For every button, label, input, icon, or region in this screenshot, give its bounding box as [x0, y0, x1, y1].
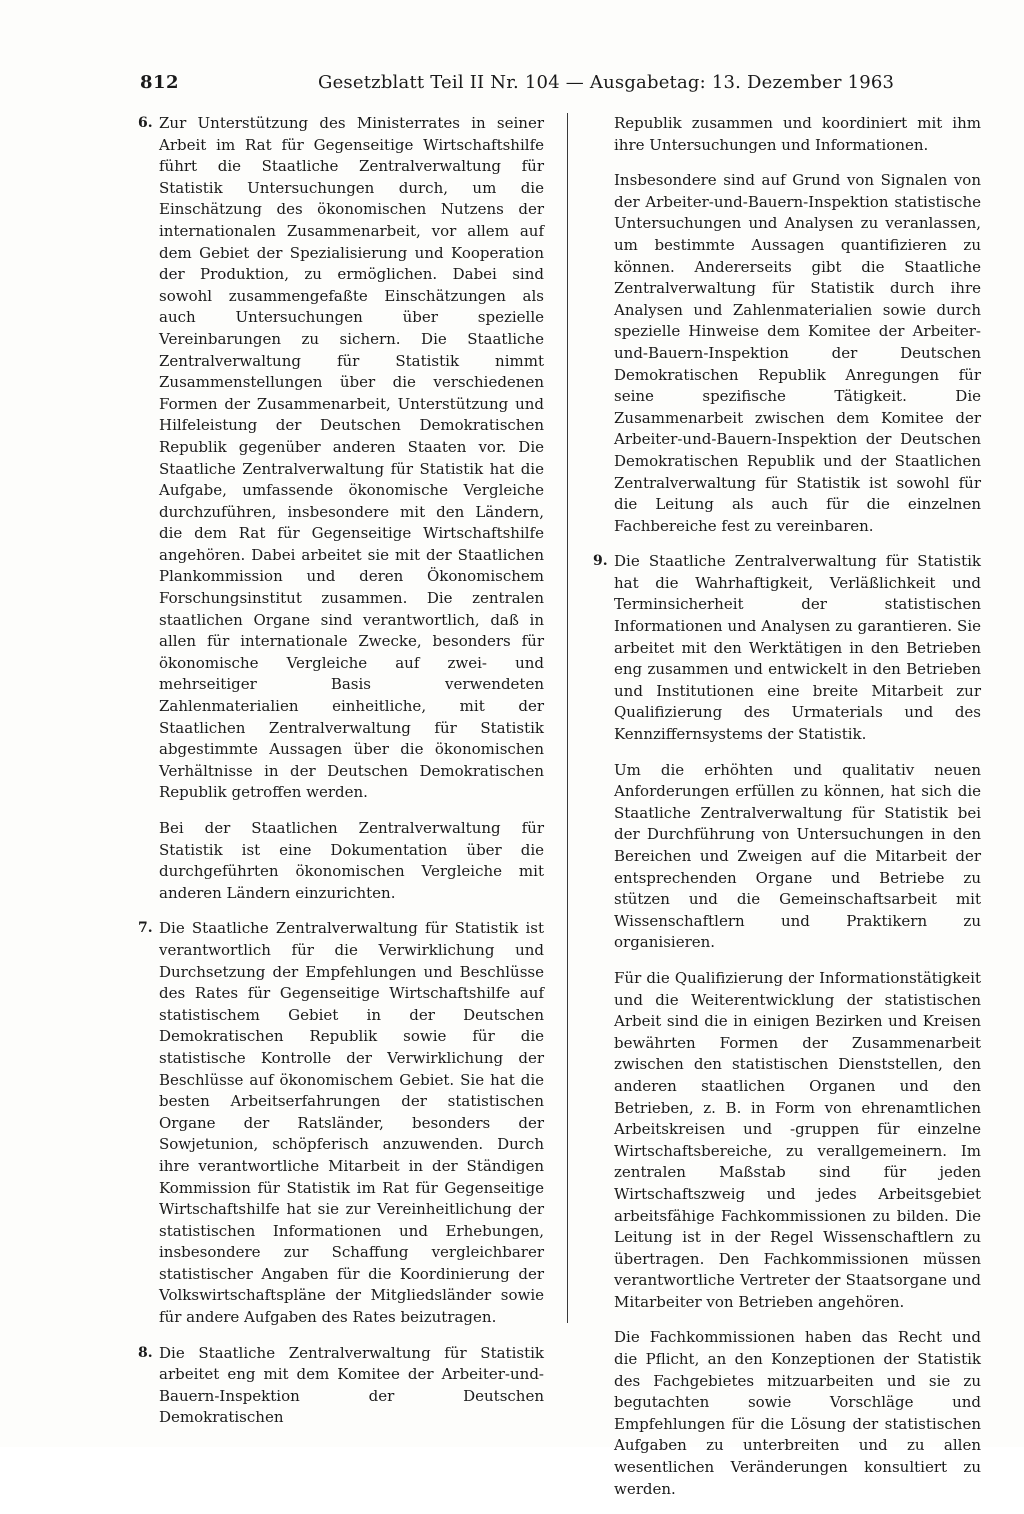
item-6-paragraph-2: Bei der Staatlichen Zentralverwaltung für Statistik ist eine Dokumentation über die durchgeführten ökonomischen Vergleiche mit anderen Ländern einzurichten. — [159, 819, 544, 902]
paragraph-item-8 — [138, 1343, 544, 1429]
paragraph-item-8-continued — [593, 113, 981, 537]
right-column — [593, 113, 981, 1514]
paragraph-item-9 — [593, 551, 981, 1500]
left-column — [138, 113, 544, 1443]
paragraph-item-6 — [138, 113, 544, 904]
item-9-paragraph-3: Für die Qualifizierung der Informationstätigkeit und die Weiterentwicklung der statistischen Arbeit sind die in einigen Bezirken und Kreisen bewährten Formen der Zusammenarbeit zwischen den statistischen Dienststellen, den anderen staatlichen Organen und den Betrieben, z. B. in Form von ehrenamtlichen Arbeitskreisen und -gruppen für einzelne Wirtschaftsbereiche, zu verallgemeinern. Im zentralen Maßstab sind für jeden Wirtschaftszweig und jedes Arbeitsgebiet arbeitsfähige Fachkommissionen zu bilden. Die Leitung ist in der Regel Wissenschaftlern zu übertragen. Den Fachkommissionen müssen verantwortliche Vertreter der Staatsorgane und Mitarbeiter von Betrieben angehören. — [614, 968, 981, 1311]
item-8-paragraph-continued: Republik zusammen und koordiniert mit ihm ihre Untersuchungen und Informationen. — [614, 114, 981, 154]
item-8-paragraph-2: Insbesondere sind auf Grund von Signalen von der Arbeiter-und-Bauern-Inspektion statistische Untersuchungen und Analysen zu veranlassen, um bestimmte Aussagen quantifizieren zu können. Andererseits gibt die Staatliche Zentralverwaltung für Statistik durch ihre Analysen und Zahlenmaterialien sowie durch spezielle Hinweise dem Komitee der Arbeiter-und-Bauern-Inspektion der Deutschen Demokratischen Republik Anregungen für seine spezifische Tätigkeit. Die Zusammenarbeit zwischen dem Komitee der Arbeiter-und-Bauern-Inspektion der Deutschen Demokratischen Republik und der Staatlichen Zentralverwaltung für Statistik ist sowohl für die Leitung als auch für die einzelnen Fachbereiche fest zu vereinbaren. — [614, 171, 981, 535]
item-number: 7. — [138, 920, 153, 937]
item-number: 9. — [593, 553, 608, 570]
item-9-paragraph-4: Die Fachkommissionen haben das Recht und die Pflicht, an den Konzeptionen der Statistik des Fachgebietes mitzuarbeiten und sie zu begutachten sowie Vorschläge und Empfehlungen für die Lösung der statistischen Aufgaben zu unterbreiten und zu allen wesentlichen Veränderungen konsultiert zu werden. — [614, 1328, 981, 1498]
item-6-paragraph-1: Zur Unterstützung des Ministerrates in seiner Arbeit im Rat für Gegenseitige Wirtschaftshilfe führt die Staatliche Zentralverwaltung für Statistik Untersuchungen durch, um die Einschätzung des ökonomischen Nutzens der internationalen Zusammenarbeit, vor allem auf dem Gebiet der Spezialisierung und Kooperation der Produktion, zu ermöglichen. Dabei sind sowohl zusammengefaßte Einschätzungen als auch Untersuchungen über spezielle Vereinbarungen zu sichern. Die Staatliche Zentralverwaltung für Statistik nimmt Zusammenstellungen über die verschiedenen Formen der Zusammenarbeit, Unterstützung und Hilfeleistung der Deutschen Demokratischen Republik gegenüber anderen Staaten vor. Die Staatliche Zentralverwaltung für Statistik hat die Aufgabe, umfassende ökonomische Vergleiche durchzuführen, insbesondere mit den Ländern, die dem Rat für Gegenseitige Wirtschaftshilfe angehören. Dabei arbeitet sie mit der Staatlichen Plankommission und deren Ökonomischem Forschungsinstitut zusammen. Die zentralen staatlichen Organe sind verantwortlich, daß in allen für internationale Zwecke, besonders für ökonomische Vergleiche auf zwei- und mehrseitiger Basis verwendeten Zahlenmaterialien einheitliche, mit der Staatlichen Zentralverwaltung für Statistik abgestimmte Aussagen über die ökonomischen Verhältnisse in der Deutschen Demokratischen Republik getroffen werden. — [159, 114, 544, 802]
item-8-paragraph-1: Die Staatliche Zentralverwaltung für Statistik arbeitet eng mit dem Komitee der Arbeiter-und-Bauern-Inspektion der Deutschen Demokratischen — [159, 1343, 544, 1427]
item-number: 8. — [138, 1344, 153, 1361]
running-title: Gesetzblatt Teil II Nr. 104 — Ausgabetag: 13. Dezember 1963 — [318, 72, 895, 93]
item-7-paragraph-1: Die Staatliche Zentralverwaltung für Statistik ist verantwortlich für die Verwirklichung und Durchsetzung der Empfehlungen und Beschlüsse des Rates für Gegenseitige Wirtschaftshilfe auf statistischem Gebiet in der Deutschen Demokratischen Republik sowie für die statistische Kontrolle der Verwirklichung der Beschlüsse auf ökonomischem Gebiet. Sie hat die besten Arbeitserfahrungen der statistischen Organe der Ratsländer, besonders der Sowjetunion, schöpferisch anzuwenden. Durch ihre verantwortliche Mitarbeit in der Ständigen Kommission für Statistik im Rat für Gegenseitige Wirtschaftshilfe hat sie zur Vereinheitlichung der statistischen Informationen und Erhebungen, insbesondere zur Schaffung vergleichbarer statistischer Angaben für die Koordinierung der Volkswirtschaftspläne der Mitgliedsländer sowie für andere Aufgaben des Rates beizutragen. — [159, 919, 544, 1327]
item-9-paragraph-2: Um die erhöhten und qualitativ neuen Anforderungen erfüllen zu können, hat sich die Staatliche Zentralverwaltung für Statistik bei der Durchführung von Untersuchungen in den Bereichen und Zweigen auf die Mitarbeit der entsprechenden Organe und Betriebe zu stützen und die Gemeinschaftsarbeit mit Wissenschaftlern und Praktikern zu organisieren. — [614, 760, 981, 952]
item-9-paragraph-1: Die Staatliche Zentralverwaltung für Statistik hat die Wahrhaftigkeit, Verläßlichkeit und Terminsicherheit der statistischen Informationen und Analysen zu garantieren. Sie arbeitet mit den Werktätigen in den Betrieben eng zusammen und entwickelt in den Betrieben und Institutionen eine breite Mitarbeit zur Qualifizierung des Urmaterials und des Kennziffernsystems der Statistik. — [614, 552, 981, 744]
page-number: 812 — [140, 72, 180, 93]
column-divider — [567, 113, 568, 1323]
item-number: 6. — [138, 115, 153, 131]
paragraph-item-7 — [138, 918, 544, 1328]
page-header — [140, 71, 940, 95]
